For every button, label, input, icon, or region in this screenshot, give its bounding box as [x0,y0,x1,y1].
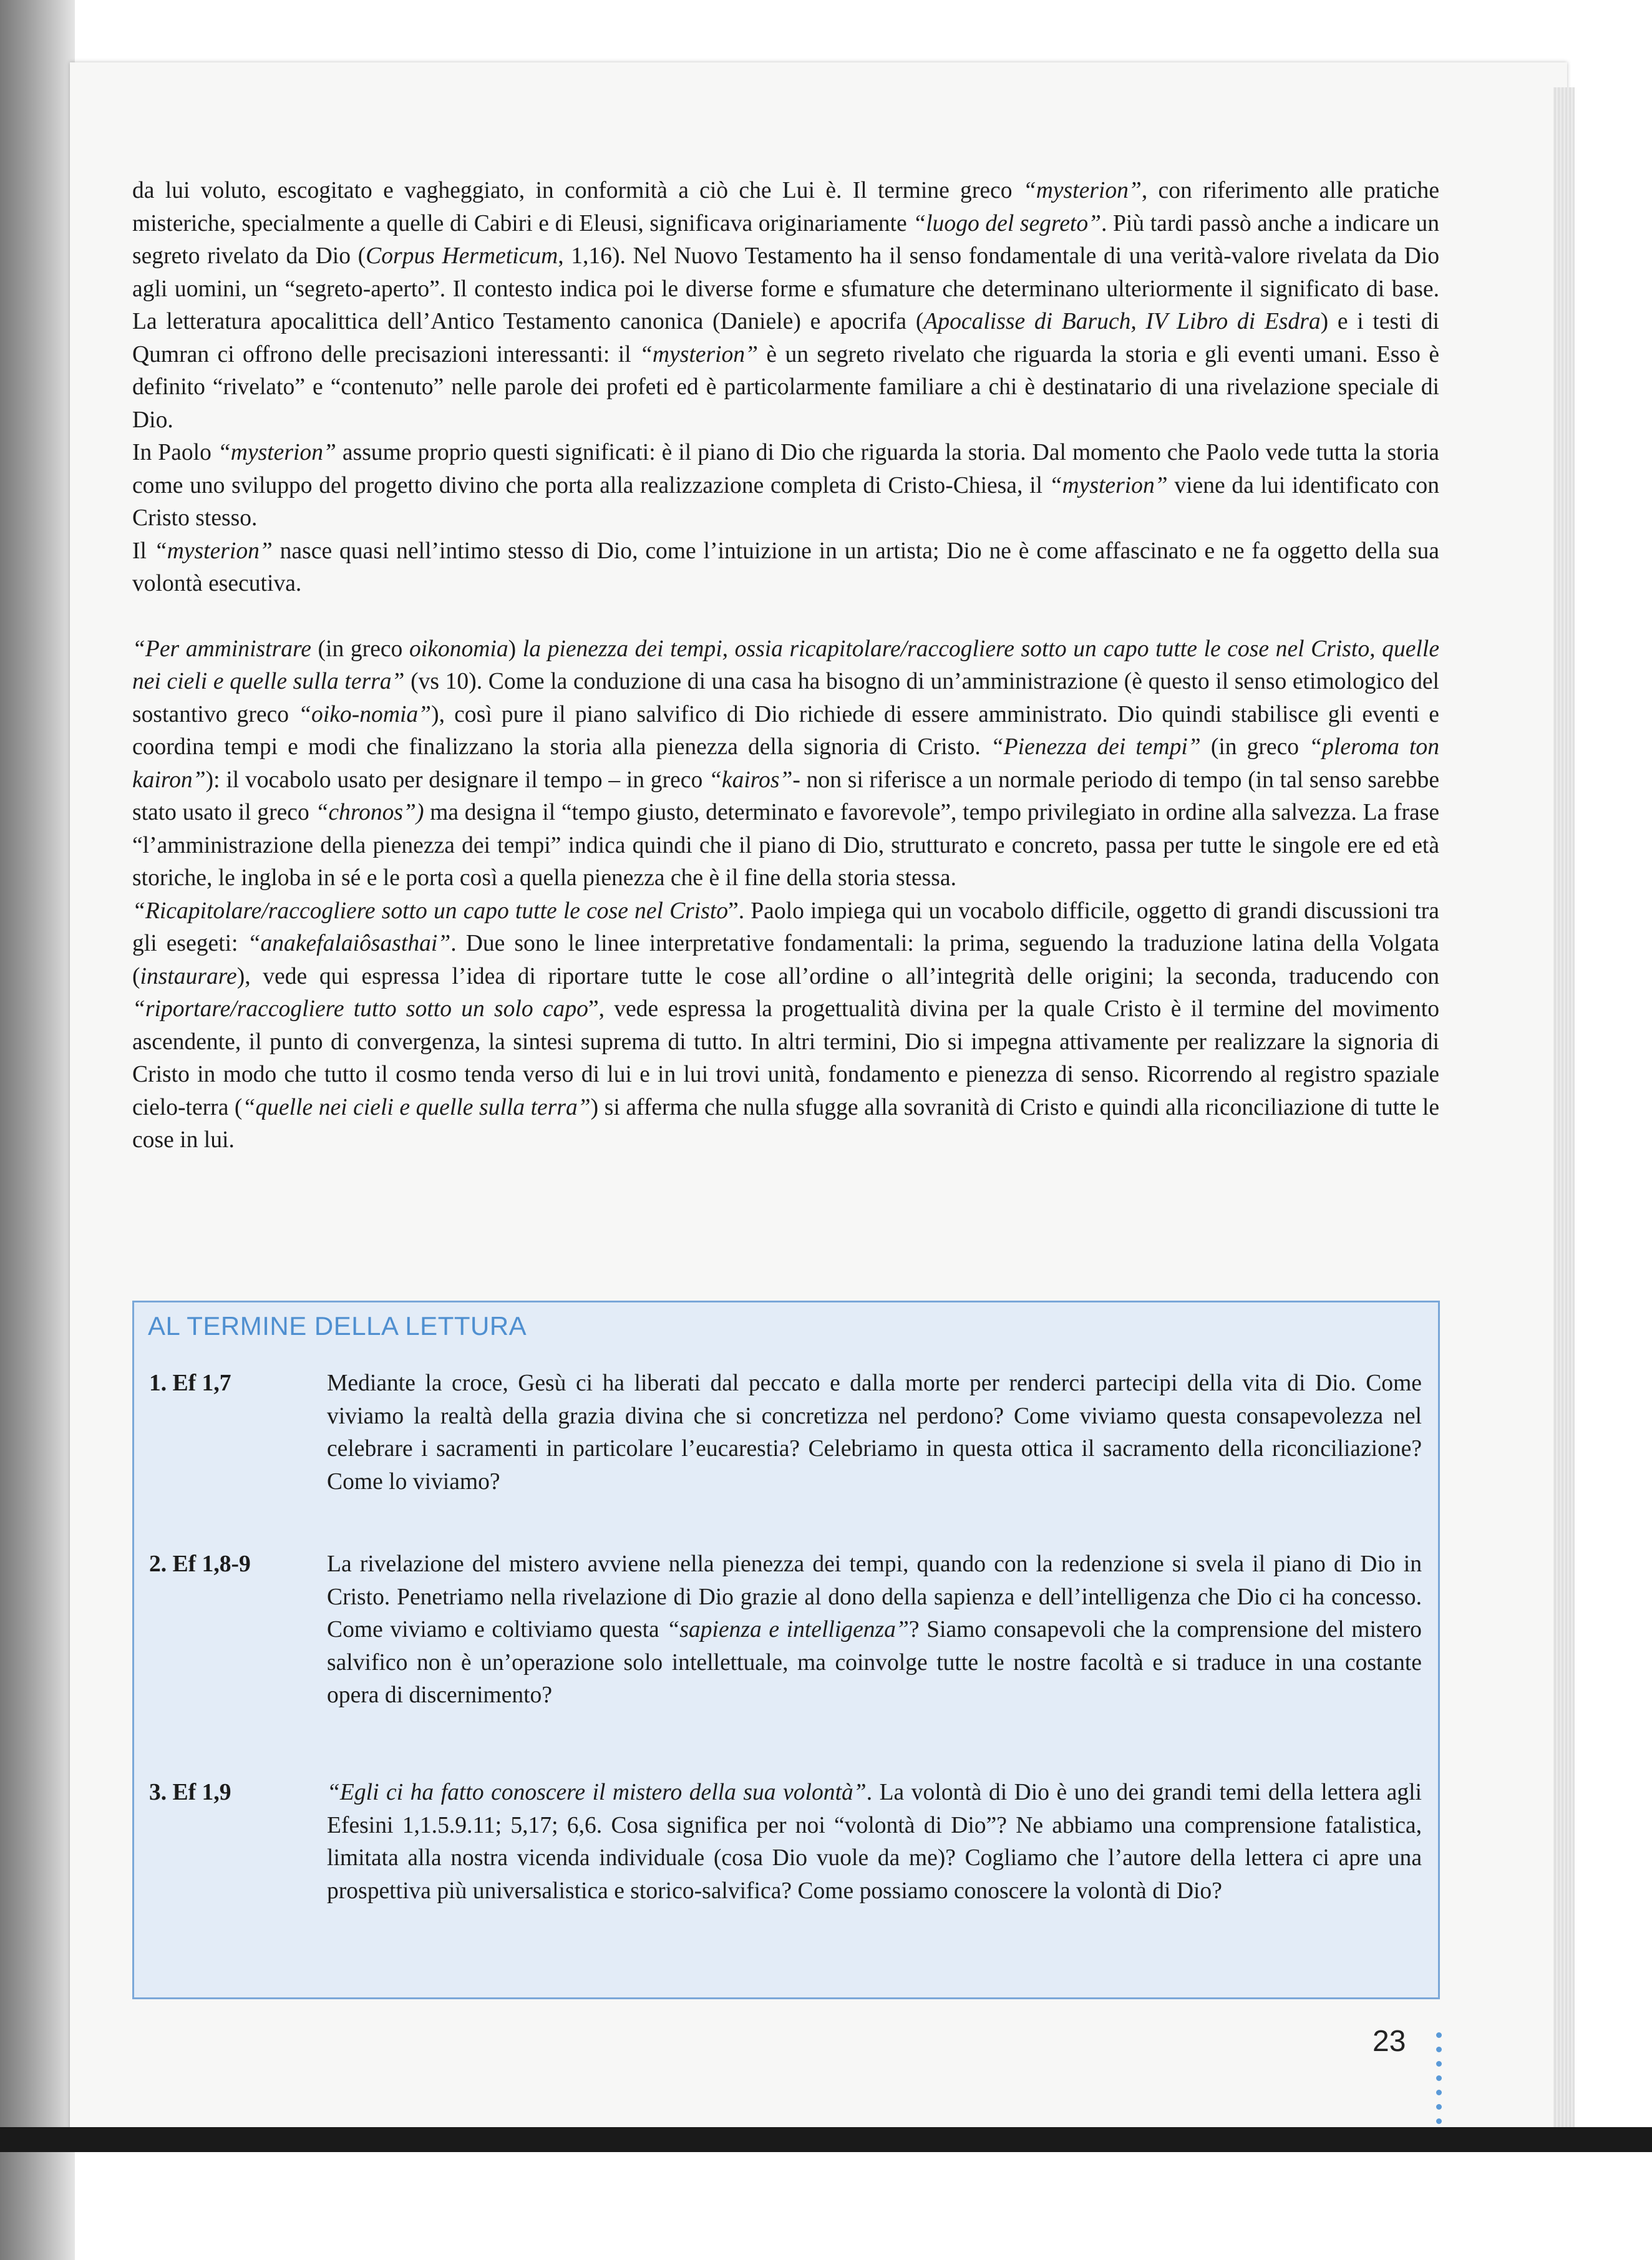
text-run: ) e i testi di Qumran ci offrono delle precisazioni interessanti: il [132,309,1439,367]
page-edges [1553,87,1575,2133]
page-number-dots [1436,2032,1444,2133]
text-run: ? Siamo consapevoli che la comprensione del mistero salvifico non è un’operazione solo intellettuale, ma coinvolge tutte le nostre facoltà e si traduce in una costante opera di discernimento? [327,1617,1422,1708]
text-run: viene da lui identificato con Cristo stesso. [132,472,1439,531]
italic-run: oikonomia [409,636,508,662]
text-run: ) [508,636,523,662]
italic-run: “Egli ci ha fatto conoscere il mistero della sua volontà” [327,1780,867,1805]
text-run: ), vede qui espressa l’idea di riportare tutte le cose all’ordine o all’integrità delle origini; la seconda, traducendo con [236,963,1439,989]
reading-box-title: AL TERMINE DELLA LETTURA [148,1311,527,1341]
italic-run: “oiko-nomia” [298,701,432,727]
italic-run: “luogo del segreto” [913,210,1102,236]
book-spine-shadow [0,0,75,2260]
italic-run: “Pienezza dei tempi” [990,734,1201,760]
scanner-bottom-band [0,2127,1652,2152]
text-run: ma designa il “tempo giusto, determinato e favorevole”, tempo privilegiato in ordine alla salvezza. La frase “l’amministrazione della pienezza dei tempi” indica quindi che il piano di Dio, strutturato e concreto, passa per tutte le singole ere ed età storiche, le ingloba in sé e le porta così a quella pienezza che è il fine della storia stessa. [132,800,1440,891]
text-run: assume proprio questi significati: è il piano di Dio che riguarda la storia. Dal momento che Paolo vede tutta la storia come uno sviluppo del progetto divino che porta alla realizzazione completa di Cristo-Chiesa, il [132,440,1439,498]
italic-run: “sapienza e intelligenza” [666,1617,909,1642]
text-run: , con riferimento alle pratiche misteriche, specialmente a quelle di Cabiri e di Eleusi, significava originariamente [132,178,1440,236]
italic-run: instaurare [140,963,237,989]
text-run: - non si riferisce a un normale periodo di tempo (in tal senso sarebbe stato usato il greco [132,767,1439,825]
text-run: è un segreto rivelato che riguarda la storia e gli eventi umani. Esso è definito “rivelato” e “contenuto” nelle parole dei profeti ed è particolarmente familiare a chi è destinatario di una rivelazione speciale di Dio. [132,341,1439,433]
italic-run: “riportare/raccogliere tutto sotto un solo capo [132,996,588,1022]
text-run: ) si afferma che nulla sfugge alla sovranità di Cristo e quindi alla riconciliazione di tutte le cose in lui. [132,1094,1440,1153]
paragraph-mysterion-definition [132,175,1439,437]
paragraph-paolo [132,437,1439,535]
question-text [327,1777,1422,1908]
italic-run: “chronos”) [315,800,424,825]
text-run: da lui voluto, escogitato e vagheggiato, in conformità a ciò che Lui è. Il termine greco [132,178,1023,203]
italic-run: “Ricapitolare/raccogliere sotto un capo tutte le cose nel Cristo [132,898,729,924]
text-run: . La volontà di Dio è uno dei grandi temi della lettera agli Efesini 1,1.5.9.11; 5,17; 6,6. Cosa significa per noi “volontà di Dio”? Ne abbiamo una comprensione fatalistica, limitata alla nostra vicenda individuale (cosa Dio vuole da me)? Cogliamo che l’autore della lettera ci apre una prospettiva più universalistica e storico-salvifica? Come possiamo conoscere la volontà di Dio? [327,1780,1422,1904]
text-run: . Due sono le linee interpretative fondamentali: la prima, seguendo la traduzione latina della Volgata ( [132,931,1439,989]
question-item [149,1367,1422,1498]
italic-run: la pienezza dei tempi, ossia ricapitolare/raccogliere sotto un capo tutte le cose nel Cristo, quelle nei cieli e quelle sulla terra” [132,636,1439,694]
text-run: (in greco [311,636,409,662]
text-run: Mediante la croce, Gesù ci ha liberati dal peccato e dalla morte per renderci partecipi della vita di Dio. Come viviamo la realtà della grazia divina che si concretizza nel perdono? Come viviamo questa consapevolezza nel celebrare i sacramenti in particolare l’eucarestia? Celebriamo in questa ottica il sacramento della riconciliazione? Come lo viviamo? [327,1370,1422,1495]
italic-run: “Per amministrare [132,636,311,662]
paragraph-gap [132,601,1439,633]
page-number: 23 [1373,2025,1406,2058]
italic-run: “mysterion” [153,538,273,564]
text-run: (in greco [1200,734,1309,760]
reading-box [132,1301,1440,1999]
text-run: Il [132,538,154,564]
italic-run: Corpus Hermeticum [366,243,558,269]
text-run: . Più tardi passò anche a indicare un segreto rivelato da Dio ( [132,210,1439,269]
text-run: (vs 10). Come la conduzione di una casa ha bisogno di un’amministrazione (è questo il senso etimologico del sostantivo greco [132,669,1439,727]
question-item [149,1777,1422,1908]
text-run: La rivelazione del mistero avviene nella pienezza dei tempi, quando con la redenzione si svela il piano di Dio in Cristo. Penetriamo nella rivelazione di Dio grazie al dono della sapienza e dell’intelligenza che Dio ci ha concesso. Come viviamo e coltiviamo questa [327,1551,1422,1642]
paragraph-amministrare [132,633,1439,895]
italic-run: Apocalisse di Baruch, IV Libro di Esdra [923,309,1321,334]
paragraph-ricapitolare [132,895,1439,1157]
italic-run: “quelle nei cieli e quelle sulla terra” [242,1094,591,1120]
question-item [149,1548,1422,1712]
italic-run: “kairos” [709,767,793,793]
question-text [327,1548,1422,1712]
italic-run: “mysterion” [1049,472,1168,498]
text-run: ): il vocabolo usato per designare il tempo – in greco [205,767,709,793]
italic-run: “pleroma ton kairon” [132,734,1439,793]
question-ref: 3. Ef 1,9 [149,1780,231,1805]
paragraph-intimo [132,535,1439,601]
text-run: ”. Paolo impiega qui un vocabolo difficile, oggetto di grandi discussioni tra gli esegeti: [132,898,1439,956]
text-run: , 1,16). Nel Nuovo Testamento ha il senso fondamentale di una verità-valore rivelata da Dio agli uomini, un “segreto-aperto”. Il contesto indica poi le diverse forme e sfumature che determinano ulteriormente il significato di base. La letteratura apocalittica dell’Antico Testamento canonica (Daniele) e apocrifa ( [132,243,1439,334]
italic-run: “mysterion” [217,440,336,465]
text-run: ), così pure il piano salvifico di Dio richiede di essere amministrato. Dio quindi stabilisce gli eventi e coordina tempi e modi che finalizzano la storia alla pienezza della signoria di Cristo. [132,701,1439,760]
question-ref: 1. Ef 1,7 [149,1370,231,1396]
question-ref: 2. Ef 1,8-9 [149,1551,251,1577]
question-text [327,1367,1422,1498]
text-run: ”, vede espressa la progettualità divina per la quale Cristo è il termine del movimento ascendente, il punto di convergenza, la sintesi suprema di tutto. In altri termini, Dio si impegna attivamente per realizzare la signoria di Cristo in modo che tutto il cosmo tenda verso di lui e in lui trovi unità, fondamento e pienezza di senso. Ricorrendo al registro spaziale cielo-terra ( [132,996,1439,1120]
body-text [132,175,1439,1157]
text-run: In Paolo [132,440,218,465]
italic-run: “mysterion” [1023,178,1142,203]
italic-run: “anakefalaiôsasthai” [247,931,451,956]
italic-run: “mysterion” [639,341,758,367]
text-run: nasce quasi nell’intimo stesso di Dio, come l’intuizione in un artista; Dio ne è come affascinato e ne fa oggetto della sua volontà esecutiva. [132,538,1439,596]
